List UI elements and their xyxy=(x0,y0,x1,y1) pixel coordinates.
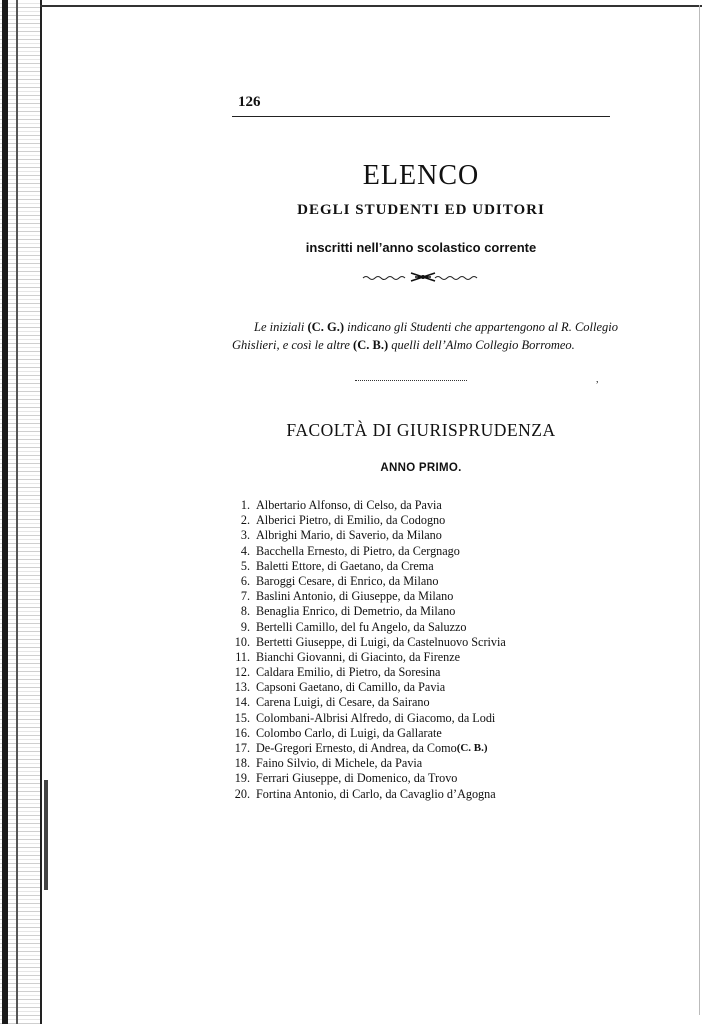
binding-thin-strip xyxy=(16,0,18,1024)
note-text-2: indicano gli Studenti che appartengono al R. Collegio Ghislieri, e così le altre xyxy=(232,320,619,352)
student-entry xyxy=(232,604,592,619)
student-number: 11. xyxy=(235,649,250,664)
student-name: Benaglia Enrico, di Demetrio, da Milano xyxy=(256,604,456,619)
student-number: 14. xyxy=(234,695,250,710)
student-name: Baroggi Cesare, di Enrico, da Milano xyxy=(256,573,439,588)
student-entry xyxy=(232,574,592,589)
note-tag-cb: (C. B.) xyxy=(353,338,389,352)
student-entry xyxy=(232,741,592,756)
page-right-edge xyxy=(699,5,700,1015)
student-entry xyxy=(232,544,592,559)
student-name: Bacchella Ernesto, di Pietro, da Cergnago xyxy=(256,543,460,558)
student-name: Baslini Antonio, di Giuseppe, da Milano xyxy=(256,589,454,604)
stray-mark: , xyxy=(596,374,599,385)
student-name: De-Gregori Ernesto, di Andrea, da Como xyxy=(256,741,457,755)
student-number: 18. xyxy=(234,756,250,771)
student-list xyxy=(232,498,592,802)
student-entry xyxy=(232,559,592,574)
student-number: 12. xyxy=(234,665,250,680)
student-number: 1. xyxy=(240,498,250,512)
student-entry xyxy=(232,513,592,528)
student-name: Carena Luigi, di Cesare, da Sairano xyxy=(256,695,430,710)
student-name: Colombani-Albrisi Alfredo, di Giacomo, da Lodi xyxy=(256,710,496,725)
student-name: Colombo Carlo, di Luigi, da Gallarate xyxy=(256,725,442,740)
student-entry xyxy=(232,756,592,771)
student-number: 9. xyxy=(240,619,250,634)
student-number: 19. xyxy=(234,771,250,786)
student-number: 6. xyxy=(240,573,250,588)
header-rule xyxy=(232,116,610,117)
student-entry xyxy=(232,528,592,543)
student-number: 13. xyxy=(234,680,250,695)
book-binding-edge xyxy=(0,0,42,1024)
student-entry xyxy=(232,635,592,650)
student-entry xyxy=(232,711,592,726)
section-divider xyxy=(355,380,467,381)
student-number: 2. xyxy=(240,513,250,528)
student-college-tag: (C. B.) xyxy=(456,742,488,754)
student-number: 17. xyxy=(234,741,250,755)
year-heading: ANNO PRIMO. xyxy=(380,462,462,474)
scan-smudge xyxy=(44,780,48,890)
binding-dark-strip xyxy=(2,0,8,1024)
student-number: 7. xyxy=(240,589,250,604)
student-entry xyxy=(232,680,592,695)
student-entry xyxy=(232,771,592,786)
page-subtitle-secondary: inscritti nell’anno scolastico corrente xyxy=(305,240,537,255)
student-name: Bianchi Giovanni, di Giacinto, da Firenze xyxy=(256,649,461,664)
student-entry xyxy=(232,665,592,680)
student-name: Albrighi Mario, di Saverio, da Milano xyxy=(256,528,442,543)
student-entry xyxy=(232,695,592,710)
faculty-heading: FACOLTÀ DI GIURISPRUDENZA xyxy=(286,420,556,440)
student-entry xyxy=(232,589,592,604)
note-text-1: Le iniziali xyxy=(254,320,305,334)
student-number: 4. xyxy=(240,543,250,558)
student-name: Capsoni Gaetano, di Camillo, da Pavia xyxy=(256,680,446,695)
page-subtitle: DEGLI STUDENTI ED UDITORI xyxy=(297,202,545,218)
note-text-3: quelli dell’Almo Collegio Borromeo. xyxy=(391,338,575,352)
student-entry xyxy=(232,498,592,513)
student-number: 20. xyxy=(234,786,250,801)
page-top-edge xyxy=(40,5,702,7)
ornament-divider xyxy=(361,270,485,284)
note-tag-cg: (C. G.) xyxy=(307,320,344,334)
page-title: ELENCO xyxy=(362,160,480,191)
student-name: Albertario Alfonso, di Celso, da Pavia xyxy=(256,498,442,512)
student-name: Baletti Ettore, di Gaetano, da Crema xyxy=(256,558,434,573)
student-entry xyxy=(232,650,592,665)
student-name: Bertelli Camillo, del fu Angelo, da Saluzzo xyxy=(256,619,467,634)
student-number: 5. xyxy=(240,558,250,573)
student-entry xyxy=(232,726,592,741)
student-entry xyxy=(232,620,592,635)
student-name: Fortina Antonio, di Carlo, da Cavaglio d’Agogna xyxy=(256,786,496,801)
student-number: 10. xyxy=(234,634,250,649)
student-number: 8. xyxy=(240,604,250,619)
student-number: 16. xyxy=(234,725,250,740)
student-name: Bertetti Giuseppe, di Luigi, da Castelnuovo Scrivia xyxy=(256,634,506,649)
initials-note xyxy=(232,318,618,354)
page-number: 126 xyxy=(238,94,261,110)
student-name: Alberici Pietro, di Emilio, da Codogno xyxy=(256,513,446,528)
student-number: 3. xyxy=(240,528,250,543)
student-number: 15. xyxy=(234,710,250,725)
student-entry xyxy=(232,787,592,802)
student-name: Faino Silvio, di Michele, da Pavia xyxy=(256,756,423,771)
student-name: Caldara Emilio, di Pietro, da Soresina xyxy=(256,665,441,680)
student-name: Ferrari Giuseppe, di Domenico, da Trovo xyxy=(256,771,458,786)
